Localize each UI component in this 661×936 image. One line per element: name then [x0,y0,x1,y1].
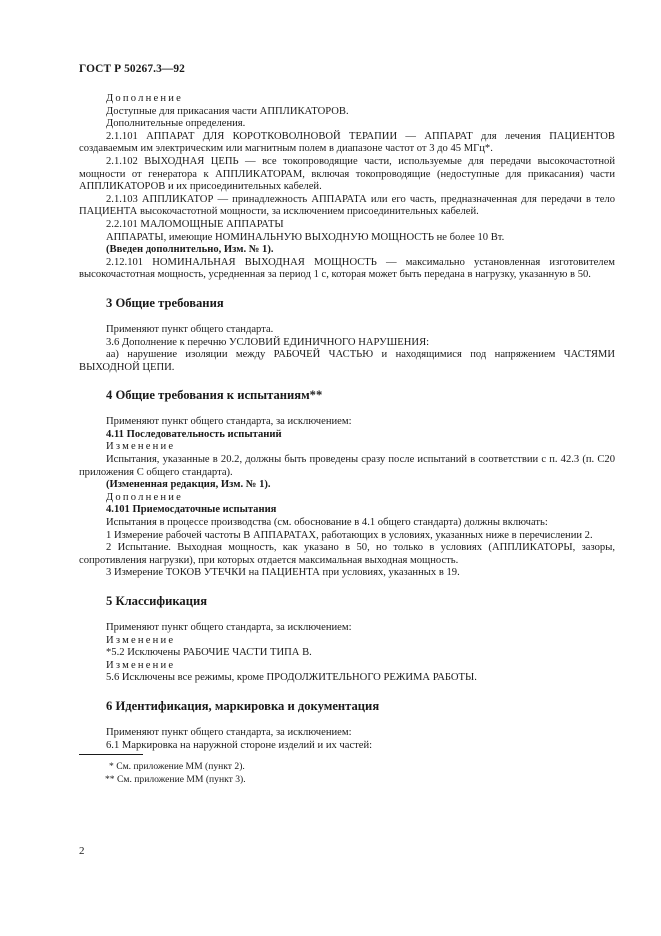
definition-2-1-103: 2.1.103 АППЛИКАТОР — принадлежность АППАРАТА или его часть, предназначенная для передачи в тело ПАЦИЕНТА высокочастотной мощности, за исключением присоединительных кабелей. [79,193,615,218]
supplement-label: Дополнение [106,93,184,104]
paragraph: Испытания в процессе производства (см. обоснование в 4.1 общего стандарта) должны включать: [106,517,548,529]
list-item: 3 Измерение ТОКОВ УТЕЧКИ на ПАЦИЕНТА при условиях, указанных в 19. [106,567,460,579]
paragraph: 5.6 Исключены все режимы, кроме ПРОДОЛЖИТЕЛЬНОГО РЕЖИМА РАБОТЫ. [106,672,477,684]
amendment-note: (Измененная редакция, Изм. № 1). [106,479,271,491]
paragraph: Применяют пункт общего стандарта, за исключением: [106,622,352,633]
definition-2-1-102: 2.1.102 ВЫХОДНАЯ ЦЕПЬ — все токопроводящие части, используемые для передачи высокочастотной мощности от генератора к АППЛИКАТОРАМ, включая токопроводящие (недоступные для прикасания) части АППЛИКАТОРОВ и их присоединительных кабелей. [79,155,615,193]
subsection-title-4-101: 4.101 Приемосдаточные испытания [106,504,277,516]
paragraph: Дополнительные определения. [106,118,246,130]
change-label: Изменение [106,659,176,671]
section-title-5: 5 Классификация [106,594,208,608]
paragraph: 3.6 Дополнение к перечню УСЛОВИЙ ЕДИНИЧНОГО НАРУШЕНИЯ: [106,336,430,348]
section-title-3: 3 Общие требования [106,295,224,310]
definition-2-12-101: 2.12.101 НОМИНАЛЬНАЯ ВЫХОДНАЯ МОЩНОСТЬ — максимально установленная изготовителем высокочастотная мощность, усредненная за период 1 с, которая может быть передана в нагрузку, указанную в 50. [79,256,615,281]
paragraph: аа) нарушение изоляции между РАБОЧЕЙ ЧАСТЬЮ и находящимися под напряжением ЧАСТЯМИ ВЫХОДНОЙ ЦЕПИ. [79,349,615,373]
section-title-4: 4 Общие требования к испытаниям** [106,388,323,403]
change-label: Изменение [106,634,176,646]
footnote-divider [79,754,143,755]
paragraph: Применяют пункт общего стандарта, за исключением: [106,416,352,428]
change-label: Изменение [106,441,176,453]
paragraph: 6.1 Маркировка на наружной стороне изделий и их частей: [106,739,373,751]
document-header: ГОСТ Р 50267.3—92 [79,63,185,75]
paragraph: Применяют пункт общего стандарта. [106,323,274,335]
subsection-title-4-11: 4.11 Последовательность испытаний [106,428,282,440]
definition-2-2-101: 2.2.101 МАЛОМОЩНЫЕ АППАРАТЫ [106,218,284,230]
supplement-label: Дополнение [106,491,184,503]
paragraph: Доступные для прикасания части АППЛИКАТОРОВ. [106,105,349,117]
section-title-6: 6 Идентификация, маркировка и документация [106,698,380,713]
footnote: * См. приложение ММ (пункт 2). [109,761,245,773]
page-number: 2 [79,845,85,857]
footnote: ** См. приложение ММ (пункт 3). [105,773,246,785]
document-body [79,93,615,786]
list-item: 1 Измерение рабочей частоты В АППАРАТАХ, работающих в условиях, указанных ниже в перечислении 2. [106,529,593,541]
paragraph: *5.2 Исключены РАБОЧИЕ ЧАСТИ ТИПА В. [106,647,312,659]
paragraph: АППАРАТЫ, имеющие НОМИНАЛЬНУЮ ВЫХОДНУЮ МОЩНОСТЬ не более 10 Вт. [106,231,505,243]
definition-2-1-101: 2.1.101 АППАРАТ ДЛЯ КОРОТКОВОЛНОВОЙ ТЕРАПИИ — АППАРАТ для лечения ПАЦИЕНТОВ создаваемым им электрическим или магнитным полем в диапазоне частот от 3 до 45 МГц*. [79,130,615,155]
amendment-note: (Введен дополнительно, Изм. № 1). [106,244,274,256]
paragraph: Испытания, указанные в 20.2, должны быть проведены сразу после испытаний в соответствии с п. 42.3 (п. С20 приложения С общего стандарта). [79,454,615,478]
list-item: 2 Испытание. Выходная мощность, как указано в 50, но только в условиях (АППЛИКАТОРЫ, зазоры, сопротивления нагрузки), при которых отдается максимальная выходная мощность. [79,542,615,566]
paragraph: Применяют пункт общего стандарта, за исключением: [106,726,352,738]
